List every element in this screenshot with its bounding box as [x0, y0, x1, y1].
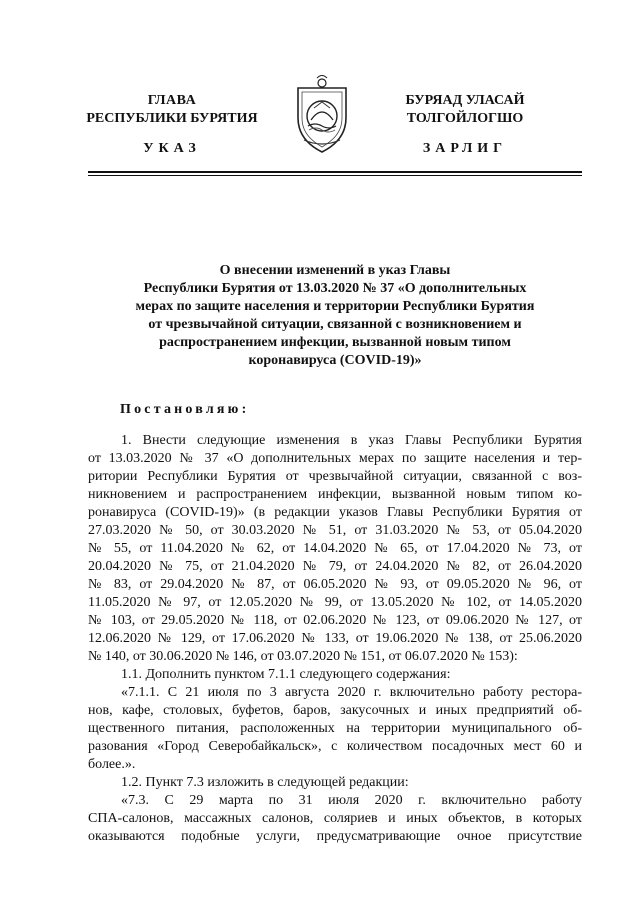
header-rule-thick [88, 171, 582, 173]
body-line: № 103, от 29.05.2020 № 118, от 02.06.2020 № 123, от 09.06.2020 № 127, от [88, 613, 582, 628]
header-right-subtitle: ТОЛГОЙЛОГШО [406, 111, 524, 126]
body-line: СПА-салонов, массажных салонов, соляриев и иных объектов, в которых [88, 811, 582, 826]
body-line: оказываются подобные услуги, предусматривающие очное присутствие [88, 829, 582, 844]
header-left [52, 92, 292, 128]
resolve-heading: Постановляю: [120, 402, 250, 417]
body-line: № 140, от 30.06.2020 № 146, от 03.07.2020 № 151, от 06.07.2020 № 153): [88, 649, 518, 664]
body-line: 1.2. Пункт 7.3 изложить в следующей редакции: [121, 775, 409, 790]
body-line: нов, кафе, столовых, буфетов, баров, закусочных и иных предприятий об- [88, 703, 582, 718]
body-line: 11.05.2020 № 97, от 12.05.2020 № 99, от 13.05.2020 № 102, от 14.05.2020 [88, 595, 582, 610]
header-right-title: БУРЯАД УЛАСАЙ [405, 93, 525, 108]
header-rule-thin [88, 175, 582, 176]
title-line: от чрезвычайной ситуации, связанной с возникновением и [148, 317, 522, 332]
header-right [345, 92, 585, 128]
decree-label-bua: ЗАРЛИГ [422, 141, 508, 156]
decree-label-ru: УКАЗ [143, 141, 201, 156]
body-line: «7.3. С 29 марта по 31 июля 2020 г. включительно работу [121, 793, 582, 808]
title-line: коронавируса (COVID-19)» [248, 353, 422, 368]
body-line: 27.03.2020 № 50, от 30.03.2020 № 51, от 31.03.2020 № 53, от 05.04.2020 [88, 523, 582, 538]
document-title [90, 262, 580, 370]
body-line: более.». [88, 757, 136, 772]
title-line: распространением инфекции, вызванной новым типом [159, 335, 511, 350]
title-line: Республики Бурятия от 13.03.2020 № 37 «О дополнительных [143, 281, 527, 296]
title-line: О внесении изменений в указ Главы [219, 263, 451, 278]
body-line: 12.06.2020 № 129, от 17.06.2020 № 133, от 19.06.2020 № 138, от 25.06.2020 [88, 631, 582, 646]
body-line: от 13.03.2020 № 37 «О дополнительных мерах по защите населения и тер- [88, 451, 582, 466]
header-left-title: ГЛАВА [147, 93, 197, 108]
body-line: никновением и распространением инфекции, вызванной новым типом ко- [88, 487, 582, 502]
body-line: № 83, от 29.04.2020 № 87, от 06.05.2020 № 93, от 09.05.2020 № 96, от [88, 577, 582, 592]
body-line: 1.1. Дополнить пунктом 7.1.1 следующего содержания: [121, 667, 451, 682]
body-line: ронавируса (COVID-19)» (в редакции указов Главы Республики Бурятия от [88, 505, 582, 520]
body-line: 20.04.2020 № 75, от 21.04.2020 № 79, от 24.04.2020 № 82, от 26.04.2020 [88, 559, 582, 574]
document-body [88, 432, 582, 846]
title-line: мерах по защите населения и территории Республики Бурятия [135, 299, 535, 314]
body-line: щественного питания, расположенных на территории муниципального об- [88, 721, 582, 736]
header-left-subtitle: РЕСПУБЛИКИ БУРЯТИЯ [86, 111, 258, 126]
body-line: № 55, от 11.04.2020 № 62, от 14.04.2020 № 65, от 17.04.2020 № 73, от [88, 541, 582, 556]
body-line: разования «Город Северобайкальск», с количеством посадочных мест 60 и [88, 739, 582, 754]
body-line: 1. Внести следующие изменения в указ Главы Республики Бурятия [121, 433, 582, 448]
body-line: «7.1.1. С 21 июля по 3 августа 2020 г. включительно работу рестора- [121, 685, 582, 700]
body-line: ритории Республики Бурятия от чрезвычайной ситуации, связанной с воз- [88, 469, 582, 484]
